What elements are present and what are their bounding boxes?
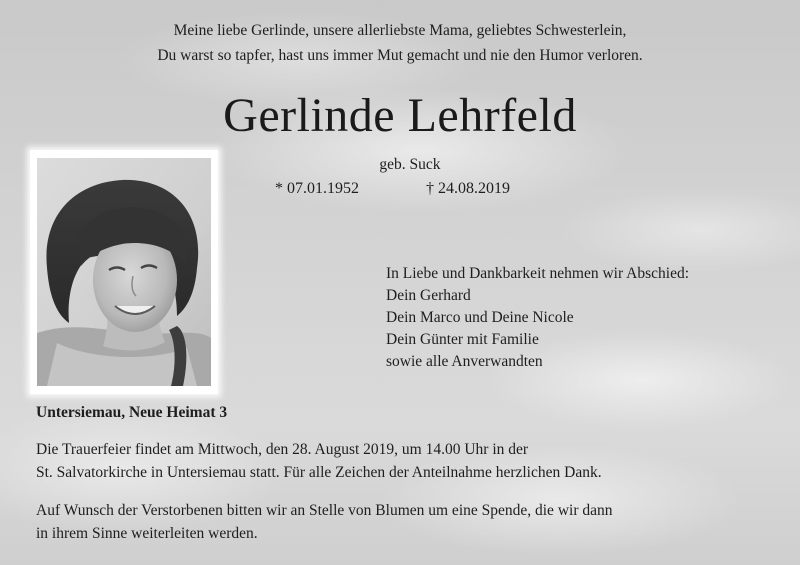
mourners-intro: In Liebe und Dankbarkeit nehmen wir Abschied: (386, 265, 690, 282)
verse-line-1: Meine liebe Gerlinde, unsere allerliebste Mama, geliebtes Schwesterlein, (173, 22, 627, 39)
service-line-1: Die Trauerfeier findet am Mittwoch, den 28. August 2019, um 14.00 Uhr in der (36, 441, 529, 458)
service-notice (36, 438, 776, 484)
mourner-line: Dein Günter mit Familie (386, 331, 539, 348)
portrait-photo (37, 158, 211, 386)
donation-line-2: in ihrem Sinne weiterleiten werden. (36, 525, 258, 542)
service-line-2: St. Salvatorkirche in Untersiemau statt. Für alle Zeichen der Anteilnahme herzlichen Dank. (36, 464, 602, 481)
mourner-line: sowie alle Anverwandten (386, 353, 543, 370)
verse (0, 18, 800, 68)
portrait-frame (30, 150, 218, 394)
death-date: † 24.08.2019 (426, 180, 510, 197)
address: Untersiemau, Neue Heimat 3 (36, 404, 228, 421)
verse-line-2: Du warst so tapfer, hast uns immer Mut gemacht und nie den Humor verloren. (157, 47, 643, 64)
deceased-name: Gerlinde Lehrfeld (223, 89, 577, 142)
birth-date: * 07.01.1952 (275, 180, 359, 197)
mourners-block (386, 263, 689, 373)
mourner-line: Dein Gerhard (386, 287, 471, 304)
mourner-line: Dein Marco und Deine Nicole (386, 309, 574, 326)
life-dates (275, 180, 510, 198)
donation-notice (36, 499, 776, 545)
donation-line-1: Auf Wunsch der Verstorbenen bitten wir an Stelle von Blumen um eine Spende, die wir dann (36, 502, 613, 519)
maiden-name: geb. Suck (379, 156, 441, 173)
